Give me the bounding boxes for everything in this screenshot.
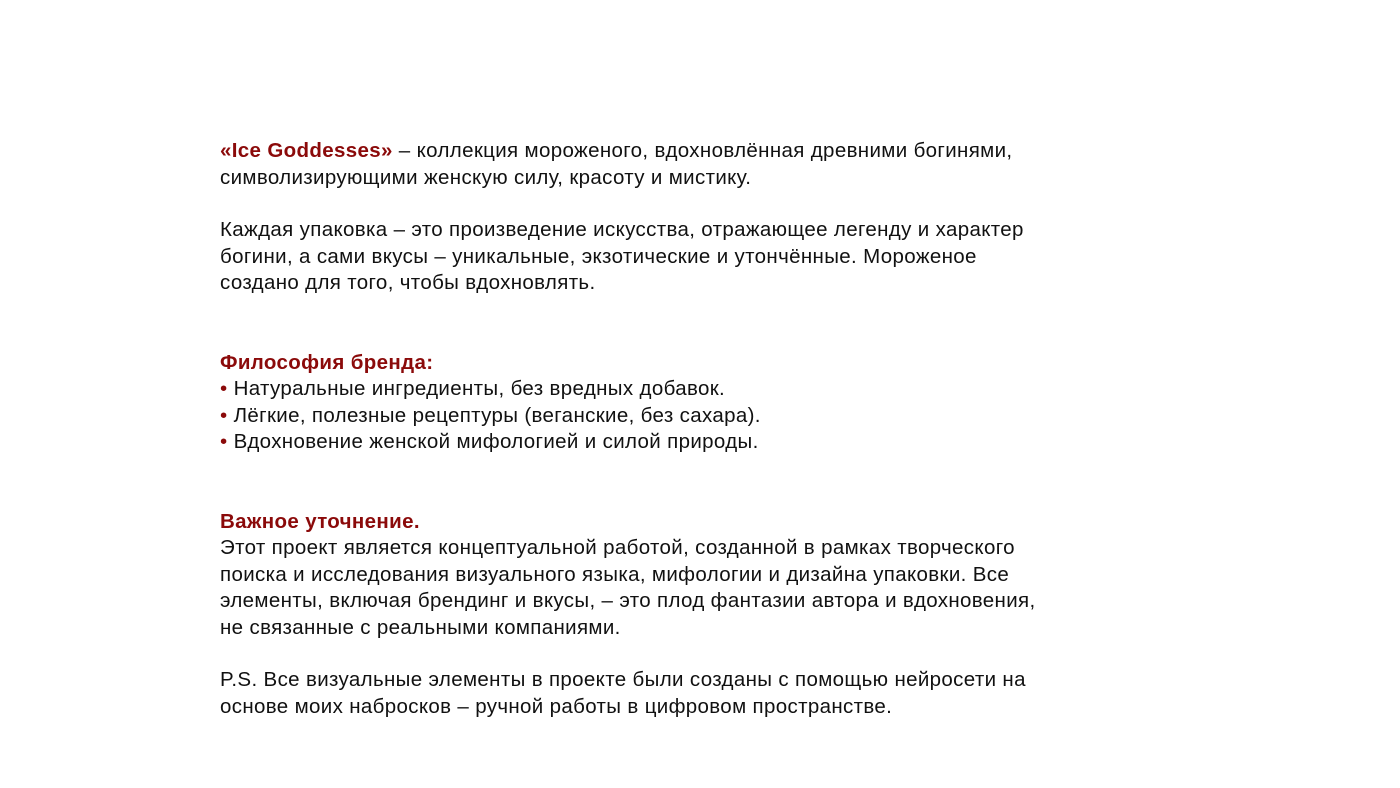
packaging-line-1: Каждая упаковка – это произведение искусства, отражающее легенду и характер — [220, 218, 1024, 241]
brand-name: «Ice Goddesses» — [220, 139, 393, 162]
philosophy-item-text: Лёгкие, полезные рецептуры (веганские, без сахара). — [233, 403, 761, 427]
intro-line-1-text: – коллекция мороженого, вдохновлённая древними богинями, — [392, 139, 1013, 162]
philosophy-section — [220, 350, 1200, 456]
intro-line-1 — [220, 138, 1200, 165]
ps-paragraph — [220, 667, 1200, 720]
philosophy-item — [220, 403, 1200, 430]
note-line-2: поиска и исследования визуального языка, мифологии и дизайна упаковки. Все — [220, 562, 1010, 586]
bullet-icon: • — [220, 430, 228, 453]
note-heading: Важное уточнение. — [220, 509, 420, 533]
packaging-line-3: создано для того, чтобы вдохновлять. — [220, 271, 596, 294]
description-text-block — [220, 138, 1200, 720]
note-section — [220, 509, 1200, 642]
ps-line-2: основе моих набросков – ручной работы в цифровом пространстве. — [220, 694, 893, 718]
philosophy-item-text: Натуральные ингредиенты, без вредных добавок. — [233, 377, 726, 400]
bullet-icon: • — [220, 377, 228, 400]
spacer — [220, 456, 1200, 509]
packaging-paragraph — [220, 217, 1200, 297]
intro-paragraph — [220, 138, 1200, 191]
packaging-line-2: богини, а сами вкусы – уникальные, экзотические и утончённые. Мороженое — [220, 244, 977, 268]
philosophy-item — [220, 429, 1200, 456]
spacer — [220, 191, 1200, 217]
note-line-1: Этот проект является концептуальной работой, созданной в рамках творческого — [220, 536, 1015, 559]
spacer — [220, 297, 1200, 350]
intro-line-2: символизирующими женскую силу, красоту и мистику. — [220, 165, 752, 189]
spacer — [220, 641, 1200, 667]
bullet-icon: • — [220, 403, 228, 427]
note-line-4: не связанные с реальными компаниями. — [220, 615, 621, 639]
ps-line-1: P.S. Все визуальные элементы в проекте были созданы с помощью нейросети на — [220, 668, 1026, 691]
philosophy-item — [220, 376, 1200, 403]
philosophy-item-text: Вдохновение женской мифологией и силой природы. — [233, 430, 759, 453]
philosophy-heading: Философия бренда: — [220, 350, 434, 374]
note-line-3: элементы, включая брендинг и вкусы, – это плод фантазии автора и вдохновения, — [220, 589, 1036, 612]
